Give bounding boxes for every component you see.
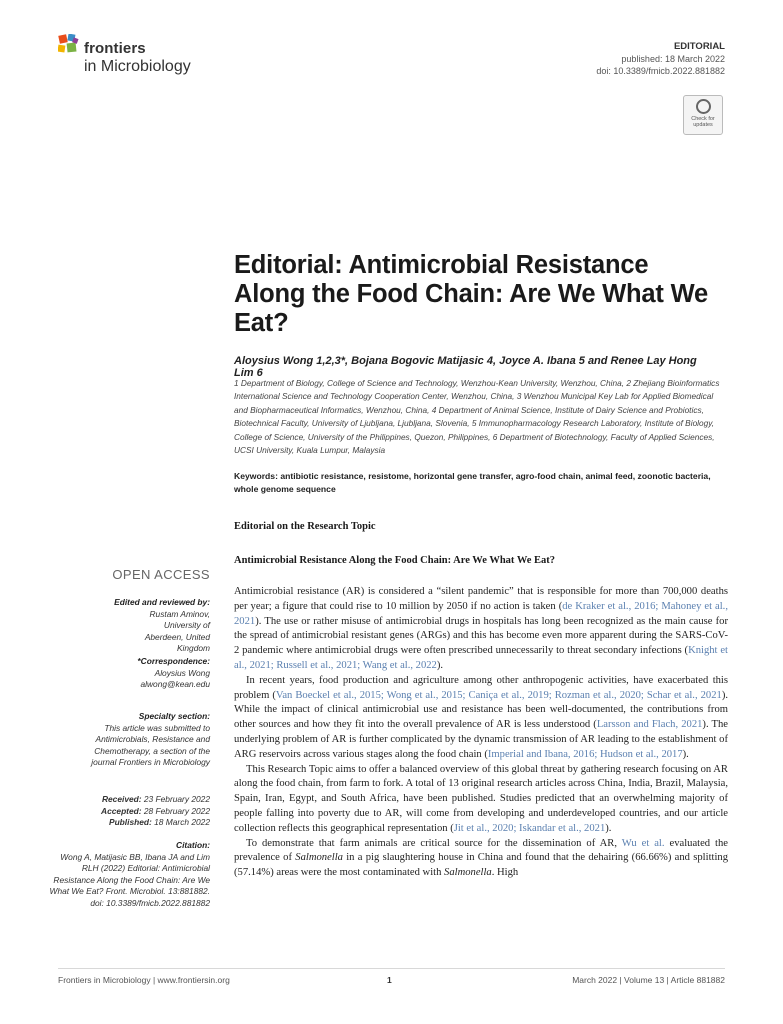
p2-text-c: ). The underlying problem of AR is further complicated by the dynamic transmission of AR leading to the establishment of ARG reservoirs across various stages along the food chain (: [234, 719, 729, 760]
received-date: 23 February 2022: [143, 794, 210, 804]
paragraph-4: [234, 837, 728, 881]
published-label: Published:: [108, 817, 152, 828]
open-access-label: OPEN ACCESS: [112, 567, 210, 582]
p1-text-b: ). The use or rather misuse of antimicrobial drugs in hospitals has long been recognized as the main cause for the spread of antimicrobial resistant genes (ARGs) and this has become even more apparent during the SARS-CoV-2 pandemic where antimicrobial drugs were often prescribed unnecessarily to threat secondary infections (: [234, 615, 728, 657]
species-name: Salmonella: [295, 852, 343, 864]
received-label: Received:: [101, 794, 142, 804]
keywords-list: antibiotic resistance, resistome, horizontal gene transfer, agro-food chain, animal feed, zoonotic bacteria, whole genome sequence: [234, 471, 711, 494]
specialty-block: [40, 711, 210, 769]
footer-divider: [58, 968, 725, 969]
citation-link[interactable]: Imperial and Ibana, 2016; Hudson et al., 2017: [487, 748, 683, 760]
article-title: Editorial: Antimicrobial Resistance Along the Food Chain: Are We What We Eat?: [234, 251, 708, 337]
citation-link[interactable]: Wu et al.: [621, 837, 665, 849]
affiliations: 1 Department of Biology, College of Science and Technology, Wenzhou-Kean University, Wenzhou, China, 2 Zhejiang Bioinformatics International Science and Technology Cooperation Center, Wenzhou, China, 3 Wenzhou Municipal Key Lab for Applied Biomedical and Biopharmaceutical Informatics, Wenzhou, China, 4 Department of Animal Science, Institute of Dairy Science and Probiotics, Biotechnical Faculty, University of Ljubljana, Ljubljana, Slovenia, 5 Immunopharmacology Research Laboratory, Institute of Biology, College of Science, University of the Philippines, Quezon, Philippines, 6 Department of Biotechnology, Faculty of Applied Sciences, UCSI University, Kuala Lumpur, Malaysia: [234, 378, 720, 456]
editor-info[interactable]: Rustam Aminov, University of Aberdeen, United Kingdom: [144, 608, 210, 654]
citation-label: Citation:: [176, 840, 210, 850]
p4-text-c: in a pig slaughtering house in China and found that the dehairing (66.66%) and splitting (57.14%) areas were the most contaminated with: [234, 852, 728, 879]
footer-issue-info: March 2022 | Volume 13 | Article 881882: [572, 975, 725, 985]
footer-journal-link[interactable]: Frontiers in Microbiology | www.frontiersin.org: [58, 975, 230, 985]
species-name: Salmonella: [444, 867, 492, 879]
check-for-updates-button[interactable]: [683, 95, 723, 135]
accepted-label: Accepted:: [101, 805, 142, 816]
paragraph-3: [234, 763, 728, 837]
keywords-label: Keywords:: [234, 471, 278, 481]
correspondence-email[interactable]: alwong@kean.edu: [140, 679, 210, 690]
topic-heading[interactable]: Antimicrobial Resistance Along the Food Chain: Are We What We Eat?: [234, 555, 556, 566]
page-number: 1: [387, 975, 392, 985]
citation-link[interactable]: Van Boeckel et al., 2015; Wong et al., 2015; Caniça et al., 2019; Rozman et al., 2020; Schar et al., 2021: [275, 689, 722, 701]
correspondence-name: Aloysius Wong: [154, 667, 210, 678]
paragraph-1: [234, 585, 728, 674]
article-type: EDITORIAL: [673, 41, 725, 52]
p4-text-a: To demonstrate that farm animals are critical source for the dissemination of AR,: [246, 837, 622, 849]
author-list: Aloysius Wong 1,2,3*, Bojana Bogovic Matijasic 4, Joyce A. Ibana 5 and Renee Lay Hong Lim 6: [234, 355, 697, 379]
frontiers-logo-icon: [58, 34, 80, 56]
citation-block: [40, 840, 210, 910]
accepted-date: 28 February 2022: [143, 805, 210, 816]
edited-label: Edited and reviewed by:: [114, 597, 210, 607]
update-check-icon: [696, 99, 711, 114]
p4-text-b: evaluated the prevalence of: [234, 837, 728, 864]
correspondence-block: [40, 656, 210, 691]
citation-text: Wong A, Matijasic BB, Ibana JA and Lim RLH (2022) Editorial: Antimicrobial Resistance Along the Food Chain: Are We What We Eat? Front. Microbiol. 13:881882. doi: 10.3389/fmicb.2022.881882: [49, 851, 210, 908]
p1-text-a: Antimicrobial resistance (AR) is considered a “silent pandemic” that is responsible for more than 700,000 deaths per year; a figure that could rise to 10 million by 2050 if no action is taken (: [234, 586, 728, 612]
keywords: [234, 470, 728, 496]
editor-block: [40, 597, 210, 655]
p2-text-d: ).: [682, 748, 689, 760]
journal-logo: [58, 34, 228, 84]
citation-link[interactable]: Knight et al., 2021; Russell et al., 2021; Wang et al., 2022: [234, 645, 728, 671]
badge-label: Check for updates: [691, 116, 715, 128]
section-heading: Editorial on the Research Topic: [234, 521, 376, 532]
brand-name: frontiers: [84, 40, 146, 57]
article-meta: [596, 41, 725, 77]
p3-text-a: This Research Topic aims to offer a balanced overview of this global threat by gathering research focusing on AR along the food chain, from farm to fork. A total of 13 original research articles across China, India, Brazil, Malaysia, Spain, Iran, Egypt, and South Africa, have been published. Studies predicted that an overwhelming majority of people falling into poverty due to AR, will come from developing and underdeveloped countries, and our article collection reflects this geographical representation (: [234, 763, 728, 834]
published-date: published: 18 March 2022: [621, 54, 725, 64]
specialty-text: This article was submitted to Antimicrobials, Resistance and Chemotherapy, a section of the journal Frontiers in Microbiology: [91, 722, 210, 768]
paragraph-2: [234, 674, 728, 763]
p1-text-d: ).: [436, 659, 444, 671]
published-date-side: 18 March 2022: [154, 817, 210, 828]
citation-link[interactable]: Larsson and Flach, 2021: [596, 719, 703, 731]
p4-text-d: . High: [491, 867, 519, 879]
article-body: [234, 585, 728, 881]
journal-name: in Microbiology: [84, 58, 191, 75]
citation-link[interactable]: de Kraker et al., 2016; Mahoney et al., 2021: [234, 600, 728, 627]
p2-text-a: In recent years, food production and agriculture among other anthropogenic activities, have exacerbated this problem (: [234, 674, 728, 701]
p3-text-b: ).: [605, 822, 612, 834]
p2-text-b: ). While the impact of clinical antimicrobial use and resistance has been well-documented, the contributions from other sources and how they fit into the overall prevalence of AR is less understood (: [234, 689, 728, 731]
correspondence-label: *Correspondence:: [137, 656, 210, 666]
citation-link[interactable]: Jit et al., 2020; Iskandar et al., 2021: [453, 822, 606, 834]
specialty-label: Specialty section:: [138, 711, 210, 721]
dates-block: [40, 794, 210, 829]
doi-link[interactable]: doi: 10.3389/fmicb.2022.881882: [596, 66, 725, 76]
